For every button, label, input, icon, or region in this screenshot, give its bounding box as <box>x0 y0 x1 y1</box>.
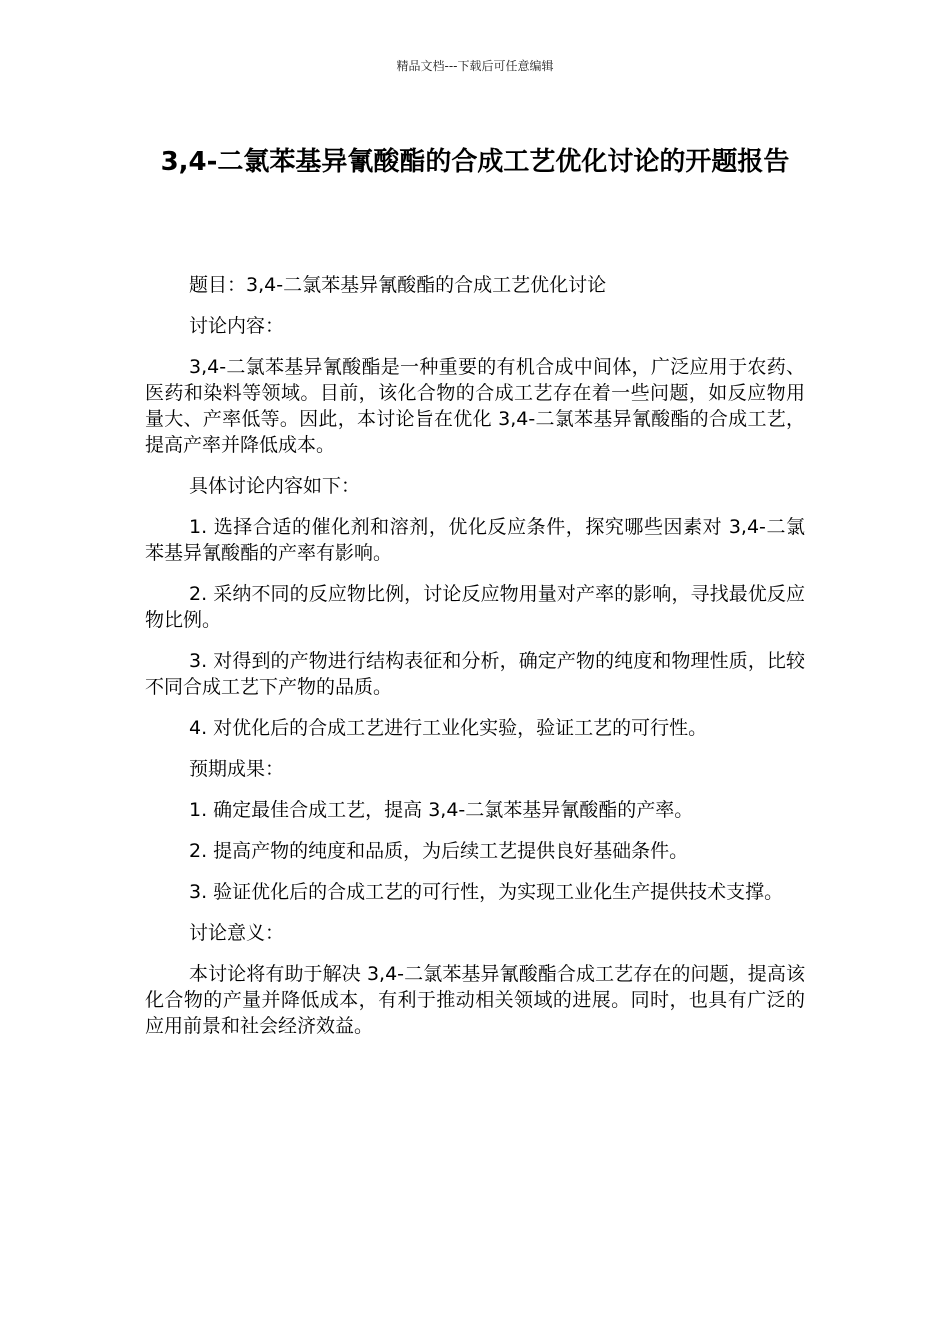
header-note: 精品文档---下载后可任意编辑 <box>396 59 554 73</box>
list-item-result-1: 1. 确定最佳合成工艺，提高 3,4-二氯苯基异氰酸酯的产率。 <box>189 799 694 821</box>
paragraph-topic: 题目：3,4-二氯苯基异氰酸酯的合成工艺优化讨论 <box>189 274 607 296</box>
heading-specific-content: 具体讨论内容如下： <box>189 475 361 497</box>
heading-expected-results: 预期成果： <box>189 758 285 780</box>
document-body <box>145 272 805 1039</box>
list-item-content-3: 3. 对得到的产物进行结构表征和分析，确定产物的纯度和物理性质，比较不同合成工艺下产物的品质。 <box>145 650 805 698</box>
document-title: 3,4-二氯苯基异氰酸酯的合成工艺优化讨论的开题报告 <box>160 147 790 177</box>
list-item-content-1: 1. 选择合适的催化剂和溶剂，优化反应条件，探究哪些因素对 3,4-二氯苯基异氰酸酯的产率有影响。 <box>145 516 805 564</box>
paragraph-significance: 本讨论将有助于解决 3,4-二氯苯基异氰酸酯合成工艺存在的问题，提高该化合物的产量并降低成本，有利于推动相关领域的进展。同时，也具有广泛的应用前景和社会经济效益。 <box>145 963 805 1037</box>
heading-significance: 讨论意义： <box>189 922 285 944</box>
list-item-content-4: 4. 对优化后的合成工艺进行工业化实验，验证工艺的可行性。 <box>189 717 708 739</box>
paragraph-background: 3,4-二氯苯基异氰酸酯是一种重要的有机合成中间体，广泛应用于农药、医药和染料等领域。目前，该化合物的合成工艺存在着一些问题，如反应物用量大、产率低等。因此，本讨论旨在优化 3,4-二氯苯基异氰酸酯的合成工艺，提高产率并降低成本。 <box>145 356 805 456</box>
list-item-result-2: 2. 提高产物的纯度和品质，为后续工艺提供良好基础条件。 <box>189 840 689 862</box>
heading-research-content: 讨论内容： <box>189 315 285 337</box>
list-item-content-2: 2. 采纳不同的反应物比例，讨论反应物用量对产率的影响，寻找最优反应物比例。 <box>145 583 805 631</box>
list-item-result-3: 3. 验证优化后的合成工艺的可行性，为实现工业化生产提供技术支撑。 <box>189 881 784 903</box>
